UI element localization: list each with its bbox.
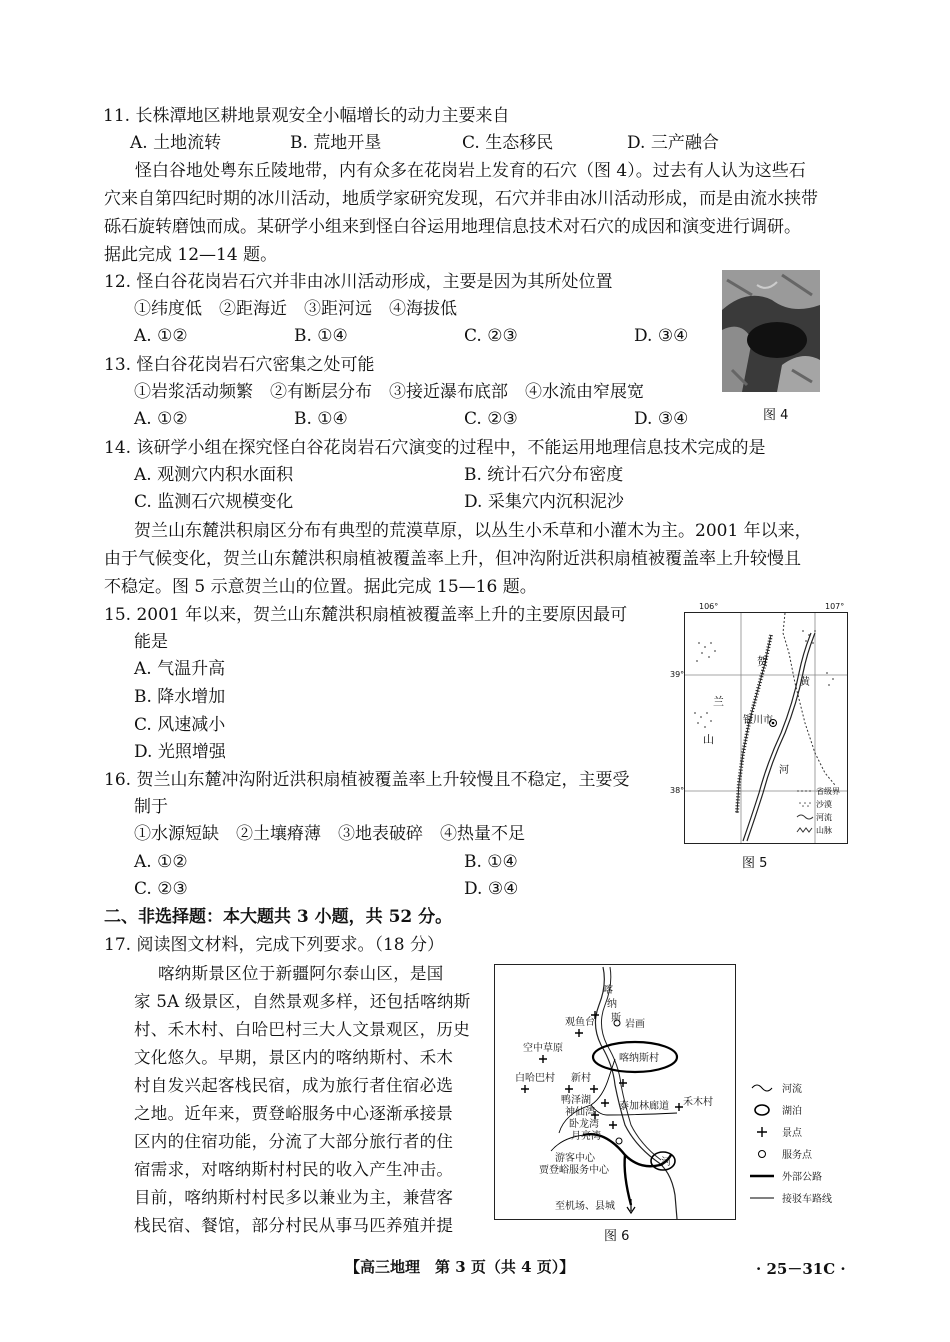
mountain-char-3: 山	[703, 733, 714, 746]
section-2-title: 二、非选择题：本大题共 3 小题，共 52 分。	[104, 907, 453, 927]
place-hemu: 禾木村	[683, 1097, 713, 1108]
legend-boundary: 省级界	[816, 787, 840, 796]
material-line: 文化悠久。早期，景区内的喀纳斯村、禾木	[134, 1048, 454, 1067]
option-a: A. ①②	[134, 326, 188, 346]
figure-4-photo	[722, 270, 820, 392]
q13-options	[134, 408, 714, 430]
passage1-line4: 据此完成 12—14 题。	[104, 245, 278, 265]
figure-6-map	[494, 964, 736, 1220]
place-baihaba: 白哈巴村	[515, 1073, 555, 1084]
legend-river: 河流	[816, 813, 832, 822]
passage1-line1: 怪白谷地处粤东丘陵地带，内有众多在花岗岩上发育的石穴（图 4）。过去有人认为这些石	[135, 161, 806, 181]
passage2-line2: 由于气候变化，贺兰山东麓洪积扇植被覆盖率上升，但冲沟附近洪积扇植被覆盖率上升较慢且	[104, 549, 801, 569]
river-char-na: 纳	[607, 999, 617, 1010]
passage1-line2: 穴来自第四纪时期的冰川活动，地质学家研究发现，石穴并非由冰川活动形成，而是由流水挟带	[104, 189, 818, 209]
page-footer: 【高三地理 第 3 页（共 4 页）】	[345, 1258, 575, 1276]
option-b: B. ①④	[294, 326, 348, 346]
material-line: 之地。近年来，贾登峪服务中心逐渐承接景	[134, 1104, 454, 1123]
mountain-char-1: 贺	[757, 655, 768, 668]
place-kanasi-cun: 喀纳斯村	[619, 1053, 659, 1064]
q12-choices: ①纬度低 ②距海近 ③距河远 ④海拔低	[134, 299, 457, 319]
river-char-2: 河	[779, 765, 789, 776]
q17-stem: 17. 阅读图文材料，完成下列要求。（18 分）	[104, 935, 444, 955]
q15-option-d: D. 光照增强	[134, 742, 226, 762]
option-b: B. ①④	[464, 852, 518, 872]
q15-option-b: B. 降水增加	[134, 687, 226, 707]
place-jiadengyu: 贾登峪服务中心	[539, 1165, 609, 1176]
legend-road: 外部公路	[782, 1172, 822, 1183]
q12-options	[134, 325, 714, 347]
option-d: D. ③④	[464, 879, 519, 899]
legend-scenic: 景点	[782, 1128, 802, 1139]
q11-options	[130, 132, 750, 154]
q15-option-c: C. 风速减小	[134, 715, 226, 735]
place-youke: 游客中心	[555, 1153, 595, 1164]
material-line: 区内的住宿功能，分流了大部分旅行者的住	[134, 1132, 454, 1151]
option-d: D. ③④	[634, 409, 689, 429]
figure-6-legend	[748, 1080, 868, 1210]
kanas-map	[495, 965, 735, 1219]
option-a: A. 观测穴内积水面积	[134, 465, 294, 485]
place-shenxianwan: 神仙湾	[565, 1107, 595, 1118]
option-d: D. 三产融合	[627, 133, 719, 153]
figure-6-caption: 图 6	[604, 1229, 630, 1244]
q11-stem: 11. 长株潭地区耕地景观安全小幅增长的动力主要来自	[103, 106, 510, 126]
material-line: 家 5A 级景区，自然景观多样，还包括喀纳斯	[134, 992, 471, 1011]
figure-5-map	[684, 612, 848, 844]
option-c: C. ②③	[464, 409, 518, 429]
q16-options-row2	[134, 878, 694, 900]
q15-option-a: A. 气温升高	[134, 659, 226, 679]
river-char-si: 斯	[611, 1013, 621, 1024]
q14-options-row2	[134, 491, 734, 513]
passage1-line3: 砾石旋转磨蚀而成。某研学小组来到怪白谷运用地理信息技术对石穴的成因和演变进行调研。	[104, 217, 801, 237]
legend-desert: 沙漠	[816, 800, 832, 809]
option-a: A. ①②	[134, 852, 188, 872]
river-char-1: 黄	[800, 677, 810, 688]
material-line: 宿需求，对喀纳斯村村民的收入产生冲击。	[134, 1160, 454, 1179]
city-label: 银川市	[743, 715, 773, 726]
q12-stem: 12. 怪白谷花岗岩石穴并非由冰川活动形成，主要是因为其所处位置	[104, 272, 613, 292]
helan-mountain-map	[685, 613, 847, 843]
legend-svg	[748, 1080, 868, 1210]
river-char-he: 河	[661, 1157, 671, 1168]
place-yazewan: 鸭泽湖	[561, 1095, 591, 1106]
passage2-line1: 贺兰山东麓洪积扇区分布有典型的荒漠草原，以丛生小禾草和小灌木为主。2001 年以来，	[134, 521, 812, 541]
q13-choices: ①岩浆活动频繁 ②有断层分布 ③接近瀑布底部 ④水流由窄展宽	[134, 382, 644, 402]
material-line: 喀纳斯景区位于新疆阿尔泰山区，是国	[158, 964, 444, 983]
legend-mountain: 山脉	[816, 826, 832, 835]
place-kongzhong: 空中草原	[523, 1043, 563, 1054]
option-b: B. 统计石穴分布密度	[464, 465, 624, 485]
place-taijialin: 泰加林廊道	[619, 1101, 669, 1112]
legend-river: 河流	[782, 1084, 802, 1095]
option-a: A. 土地流转	[130, 133, 222, 153]
option-b: B. 荒地开垦	[290, 133, 382, 153]
option-c: C. ②③	[134, 879, 188, 899]
fig5-lon1: 106°	[699, 602, 719, 611]
passage2-line3: 不稳定。图 5 示意贺兰山的位置。据此完成 15—16 题。	[104, 577, 537, 597]
q14-options-row1	[134, 464, 734, 486]
figure-5-legend	[797, 786, 840, 835]
fig5-lat1: 39°	[670, 670, 685, 679]
place-yanhua: 岩画	[625, 1019, 645, 1030]
q14-stem: 14. 该研学小组在探究怪白谷花岗岩石穴演变的过程中，不能运用地理信息技术完成的是	[104, 438, 766, 458]
exam-code: · 25－31C ·	[756, 1260, 846, 1278]
place-xincun: 新村	[571, 1073, 591, 1084]
option-a: A. ①②	[134, 409, 188, 429]
legend-shuttle: 接驳车路线	[782, 1194, 832, 1205]
option-c: C. 监测石穴规模变化	[134, 492, 294, 512]
figure-5-caption: 图 5	[742, 856, 768, 871]
material-line: 村自发兴起客栈民宿，成为旅行者住宿必选	[134, 1076, 454, 1095]
material-line: 栈民宿、餐馆，部分村民从事马匹养殖并提	[134, 1216, 454, 1235]
q16-options-row1	[134, 851, 694, 873]
desert-pattern	[694, 630, 834, 728]
fig5-lon2: 107°	[825, 602, 845, 611]
place-wolongwan: 卧龙湾	[569, 1119, 599, 1130]
option-d: D. ③④	[634, 326, 689, 346]
option-c: C. 生态移民	[462, 133, 554, 153]
fig5-lat2: 38°	[670, 786, 685, 795]
q16-stem-line1: 16. 贺兰山东麓冲沟附近洪积扇植被覆盖率上升较慢且不稳定，主要受	[104, 770, 630, 790]
q15-stem-line2: 能是	[134, 632, 168, 652]
q16-stem-line2: 制于	[134, 797, 168, 817]
place-guanyutai: 观鱼台	[565, 1017, 595, 1028]
material-line: 村、禾木村、白哈巴村三大人文景观区，历史	[134, 1020, 470, 1039]
figure-4-caption: 图 4	[763, 408, 789, 423]
legend-lake: 湖泊	[782, 1106, 802, 1117]
rock-hole-photo	[722, 270, 820, 392]
place-yueliangwan: 月亮湾	[571, 1131, 601, 1142]
option-c: C. ②③	[464, 326, 518, 346]
legend-service: 服务点	[782, 1150, 812, 1161]
q15-stem-line1: 15. 2001 年以来，贺兰山东麓洪积扇植被覆盖率上升的主要原因最可	[104, 605, 628, 625]
mountain-char-2: 兰	[713, 695, 724, 708]
q13-stem: 13. 怪白谷花岗岩石穴密集之处可能	[104, 355, 375, 375]
q17-material	[134, 960, 484, 1240]
place-airport: 至机场、县城	[555, 1201, 615, 1212]
material-line: 目前，喀纳斯村村民多以兼业为主，兼营客	[134, 1188, 454, 1207]
option-b: B. ①④	[294, 409, 348, 429]
q16-choices: ①水源短缺 ②土壤瘠薄 ③地表破碎 ④热量不足	[134, 824, 525, 844]
option-d: D. 采集穴内沉积泥沙	[464, 492, 624, 512]
river-char-ka: 喀	[603, 985, 613, 996]
